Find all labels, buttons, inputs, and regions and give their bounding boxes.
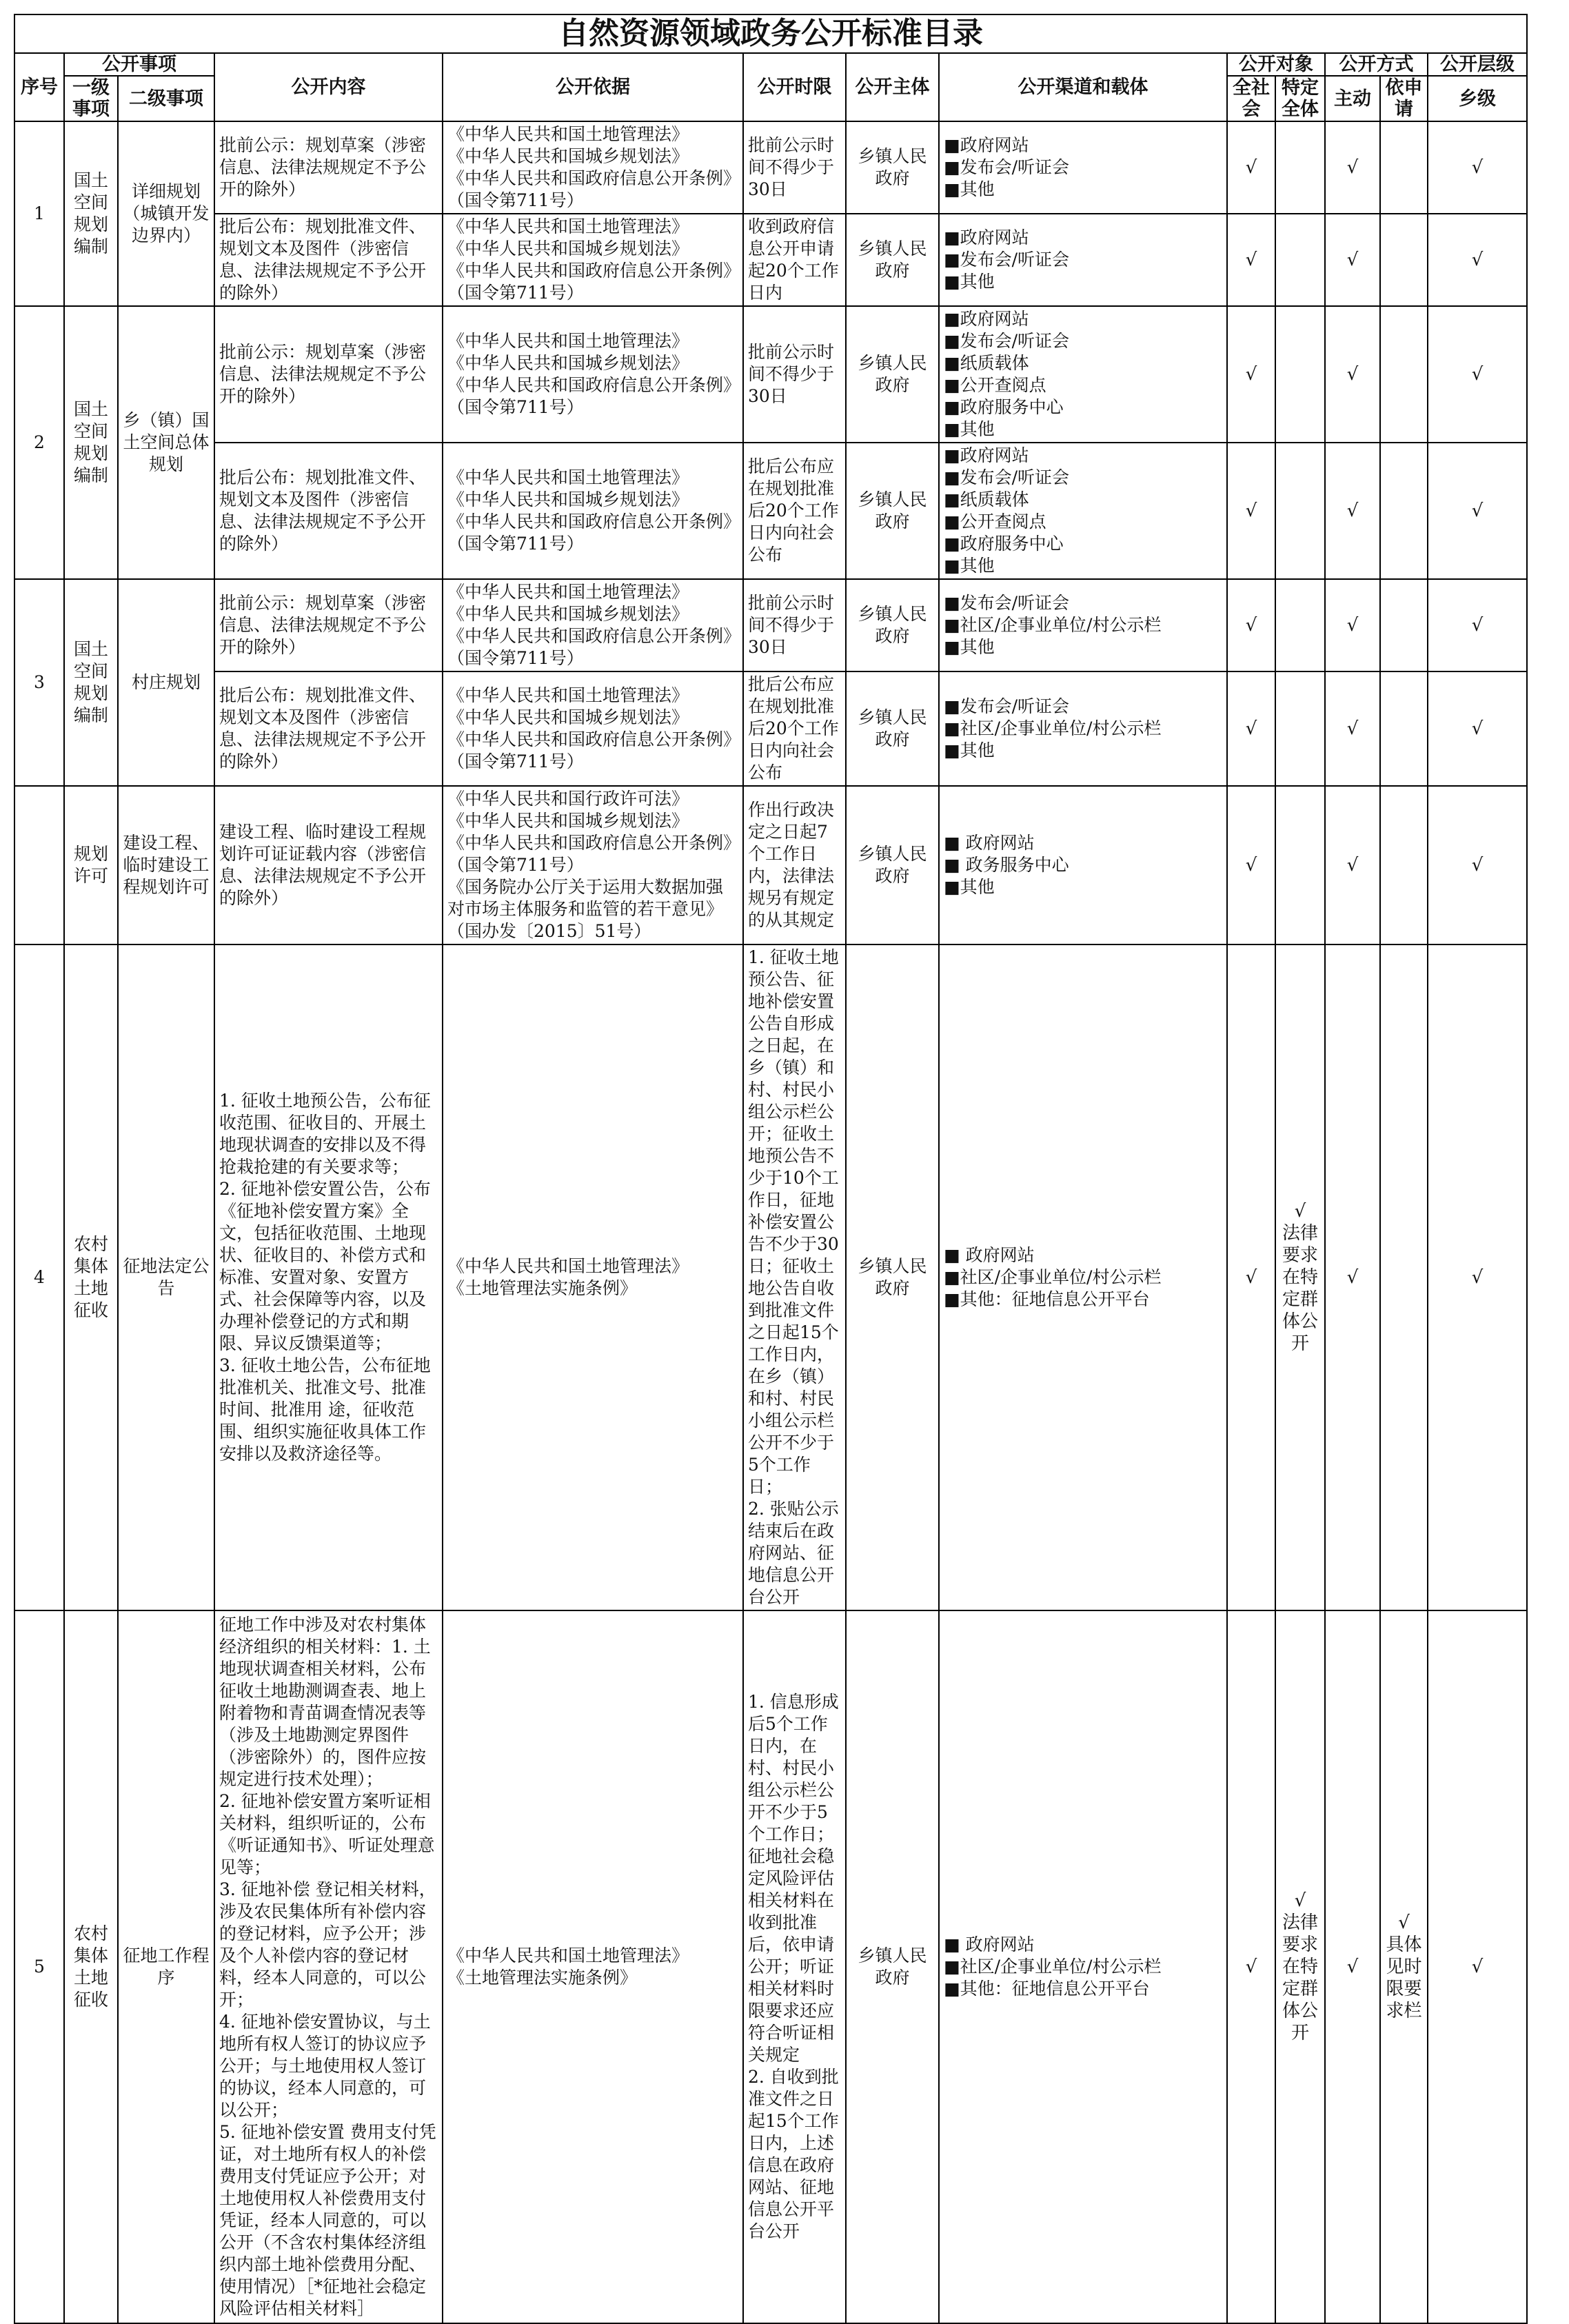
row-content: 批前公示：规划草案（涉密信息、法律法规规定不予公开的除外） (214, 306, 443, 443)
channel-item: ■发布会/听证会 (944, 250, 1070, 270)
row-channels (939, 443, 1227, 579)
row-level1: 国土空间规划编制 (64, 306, 118, 579)
row-channels (939, 579, 1227, 671)
check-target-all: √ (1227, 443, 1275, 579)
channel-item: ■纸质载体 (944, 489, 1029, 509)
check-target-specific (1275, 443, 1325, 579)
check-method-active: √ (1325, 671, 1380, 786)
row-level1: 国土空间规划编制 (64, 579, 118, 786)
channel-item: ■发布会/听证会 (944, 593, 1070, 613)
row-seq: 2 (14, 306, 64, 579)
check-target-specific (1275, 671, 1325, 786)
row-basis: 《中华人民共和国土地管理法》 《中华人民共和国城乡规划法》 《中华人民共和国政府信息公开条例》（国令第711号） (443, 214, 743, 306)
table-row (14, 214, 1527, 306)
row-channels (939, 671, 1227, 786)
row-level2: 乡（镇）国土空间总体规划 (118, 306, 214, 579)
row-time: 1. 信息形成后5个工作日内，在村、村民小组公示栏公开不少于5个工作日；征地社会稳定风险评估相关材料在收到批准后，依申请公开；听证相关材料时限要求还应符合听证相关规定 2. 自收到批准文件之日起15个工作日内，上述信息在政府网站、征地信息公开平台公开 (743, 1610, 846, 2323)
channel-item: ■社区/企事业单位/村公示栏 (944, 615, 1162, 635)
row-level2: 建设工程、临时建设工程规划许可 (118, 786, 214, 944)
row-level1: 农村集体土地征收 (64, 944, 118, 1610)
channel-item: ■其他 (944, 179, 995, 199)
check-method-active: √ (1325, 214, 1380, 306)
row-content: 1. 征收土地预公告，公布征收范围、征收目的、开展土地现状调查的安排以及不得抢栽抢建的有关要求等； 2. 征地补偿安置公告，公布《征地补偿安置方案》全文，包括征收范围、土地现状、征收目的、补偿方式和标准、安置对象、安置方式、社会保障等内容，以及办理补偿登记的方式和期限、异议反馈渠道等； 3. 征收土地公告，公布征地批准机关、批准文号、批准时间、批准用 途，征收范围、组织实施征收具体工作安排以及救济途径等。 (214, 944, 443, 1610)
row-content: 批前公示：规划草案（涉密信息、法律法规规定不予公开的除外） (214, 579, 443, 671)
row-subject: 乡镇人民政府 (846, 443, 939, 579)
check-level-town: √ (1428, 671, 1527, 786)
check-target-all: √ (1227, 671, 1275, 786)
row-time: 收到政府信息公开申请起20个工作日内 (743, 214, 846, 306)
channel-item: ■政府网站 (944, 309, 1029, 329)
check-method-apply (1380, 786, 1428, 944)
row-basis: 《中华人民共和国土地管理法》 《中华人民共和国城乡规划法》 《中华人民共和国政府信息公开条例》（国令第711号） (443, 306, 743, 443)
check-method-apply (1380, 214, 1428, 306)
row-subject: 乡镇人民政府 (846, 306, 939, 443)
header-seq: 序号 (14, 53, 64, 121)
channel-item: ■政府服务中心 (944, 397, 1064, 417)
row-channels (939, 786, 1227, 944)
check-target-specific (1275, 786, 1325, 944)
row-basis: 《中华人民共和国土地管理法》 《中华人民共和国城乡规划法》 《中华人民共和国政府信息公开条例》（国令第711号） (443, 579, 743, 671)
check-target-all: √ (1227, 306, 1275, 443)
row-content: 批前公示：规划草案（涉密信息、法律法规规定不予公开的除外） (214, 121, 443, 214)
row-level1: 农村集体土地征收 (64, 1610, 118, 2323)
header-method-apply: 依申 请 (1380, 76, 1428, 121)
channel-item: ■政府网站 (944, 135, 1029, 155)
table-row (14, 671, 1527, 786)
channel-item: ■发布会/听证会 (944, 157, 1070, 177)
check-method-active: √ (1325, 1610, 1380, 2323)
row-time: 批后公布应在规划批准后20个工作日内向社会公布 (743, 671, 846, 786)
channel-item: ■社区/企事业单位/村公示栏 (944, 718, 1162, 738)
channel-item: ■其他：征地信息公开平台 (944, 1289, 1150, 1309)
check-target-all: √ (1227, 786, 1275, 944)
channel-item: ■纸质载体 (944, 353, 1029, 373)
channel-item: ■其他 (944, 272, 995, 292)
header-target-specific: 特定 全体 (1275, 76, 1325, 121)
row-level2: 征地法定公告 (118, 944, 214, 1610)
check-level-town: √ (1428, 944, 1527, 1610)
channel-item: ■其他 (944, 877, 995, 897)
table-row (14, 579, 1527, 671)
disclosure-catalog-table (14, 14, 1528, 2324)
check-method-apply (1380, 579, 1428, 671)
check-level-town: √ (1428, 1610, 1527, 2323)
check-method-active: √ (1325, 443, 1380, 579)
row-seq: 3 (14, 579, 64, 786)
row-channels (939, 944, 1227, 1610)
row-basis: 《中华人民共和国土地管理法》 《中华人民共和国城乡规划法》 《中华人民共和国政府信息公开条例》（国令第711号） (443, 121, 743, 214)
channel-item: ■发布会/听证会 (944, 467, 1070, 487)
row-time: 批前公示时间不得少于30日 (743, 579, 846, 671)
check-method-apply: √ 具体见时限要求栏 (1380, 1610, 1428, 2323)
check-target-all: √ (1227, 1610, 1275, 2323)
row-basis: 《中华人民共和国行政许可法》 《中华人民共和国城乡规划法》 《中华人民共和国政府信息公开条例》（国令第711号） 《国务院办公厅关于运用大数据加强对市场主体服务和监管的若干意见》（国办发〔2015〕51号） (443, 786, 743, 944)
check-method-apply (1380, 671, 1428, 786)
row-level1: 规划许可 (64, 786, 118, 944)
row-seq (14, 786, 64, 944)
channel-item: ■公开查阅点 (944, 512, 1046, 532)
channel-item: ■其他 (944, 419, 995, 439)
check-target-all: √ (1227, 214, 1275, 306)
check-level-town: √ (1428, 579, 1527, 671)
channel-item: ■政府网站 (944, 228, 1029, 247)
row-channels (939, 1610, 1227, 2323)
row-time: 作出行政决定之日起7个工作日内，法律法规另有规定的从其规定 (743, 786, 846, 944)
header-basis: 公开依据 (443, 53, 743, 121)
row-seq: 4 (14, 944, 64, 1610)
header-channel: 公开渠道和载体 (939, 53, 1227, 121)
channel-item: ■其他 (944, 637, 995, 657)
check-method-active: √ (1325, 944, 1380, 1610)
check-method-apply (1380, 306, 1428, 443)
row-subject: 乡镇人民政府 (846, 214, 939, 306)
check-method-apply (1380, 944, 1428, 1610)
row-subject: 乡镇人民政府 (846, 121, 939, 214)
check-method-active: √ (1325, 786, 1380, 944)
header-level-town: 乡级 (1428, 76, 1527, 121)
channel-item: ■ 政务服务中心 (944, 855, 1069, 875)
header-subject: 公开主体 (846, 53, 939, 121)
header-method: 公开方式 (1325, 53, 1428, 76)
row-basis: 《中华人民共和国土地管理法》 《土地管理法实施条例》 (443, 944, 743, 1610)
check-target-specific: √ 法律要求在特定群体公开 (1275, 944, 1325, 1610)
channel-item: ■政府服务中心 (944, 534, 1064, 554)
header-method-active: 主动 (1325, 76, 1380, 121)
row-content: 建设工程、临时建设工程规划许可证证载内容（涉密信息、法律法规规定不予公开的除外） (214, 786, 443, 944)
header-target: 公开对象 (1227, 53, 1325, 76)
check-method-active: √ (1325, 121, 1380, 214)
header-matters: 公开事项 (64, 53, 214, 76)
table-row (14, 944, 1527, 1610)
row-channels (939, 121, 1227, 214)
row-content: 征地工作中涉及对农村集体经济组织的相关材料：1. 土地现状调查相关材料，公布征收土地勘测调查表、地上附着物和青苗调查情况表等（涉及土地勘测定界图件（涉密除外）的，图件应按规定进行技术处理）； 2. 征地补偿安置方案听证相关材料，组织听证的，公布《听证通知书》、听证处理意见等； 3. 征地补偿 登记相关材料，涉及农民集体所有补偿内容的登记材料，应予公开；涉及个人补偿内容的登记材料，经本人同意的，可以公开； 4. 征地补偿安置协议，与土地所有权人签订的协议应予公开；与土地使用权人签订的协议，经本人同意的，可以公开； 5. 征地补偿安置 费用支付凭证，对土地所有权人的补偿费用支付凭证应予公开；对土地使用权人补偿费用支付凭证，经本人同意的，可以公开（不含农村集体经济组织内部土地补偿费用分配、使用情况）［*征地社会稳定风险评估相关材料］ (214, 1610, 443, 2323)
check-target-all: √ (1227, 121, 1275, 214)
channel-item: ■ 政府网站 (944, 1245, 1035, 1265)
row-level2: 征地工作程序 (118, 1610, 214, 2323)
table-row (14, 121, 1527, 214)
check-target-specific (1275, 579, 1325, 671)
row-subject: 乡镇人民政府 (846, 671, 939, 786)
row-time: 批前公示时间不得少于30日 (743, 121, 846, 214)
check-level-town: √ (1428, 443, 1527, 579)
channel-item: ■ 政府网站 (944, 833, 1035, 853)
page-title: 自然资源领域政务公开标准目录 (14, 14, 1527, 53)
row-time: 批后公布应在规划批准后20个工作日内向社会公布 (743, 443, 846, 579)
row-level1: 国土空间规划编制 (64, 121, 118, 306)
channel-item: ■政府网站 (944, 445, 1029, 465)
check-method-active: √ (1325, 306, 1380, 443)
check-method-apply (1380, 121, 1428, 214)
header-content: 公开内容 (214, 53, 443, 121)
check-target-specific (1275, 306, 1325, 443)
header-level2: 二级事项 (118, 76, 214, 121)
check-method-apply (1380, 443, 1428, 579)
channel-item: ■其他：征地信息公开平台 (944, 1979, 1150, 1999)
check-level-town: √ (1428, 306, 1527, 443)
channel-item: ■发布会/听证会 (944, 696, 1070, 716)
row-time: 1. 征收土地预公告、征地补偿安置公告自形成之日起，在乡（镇）和村、村民小组公示栏公开；征收土地预公告不少于10个工作日，征地补偿安置公告不少于30日；征收土地公告自收到批准文件之日起15个工作日内，在乡（镇）和村、村民小组公示栏公开不少于5个工作日； 2. 张贴公示结束后在政府网站、征地信息公开台公开 (743, 944, 846, 1610)
check-method-active: √ (1325, 579, 1380, 671)
header-level: 公开层级 (1428, 53, 1527, 76)
row-basis: 《中华人民共和国土地管理法》 《土地管理法实施条例》 (443, 1610, 743, 2323)
row-time: 批前公示时间不得少于30日 (743, 306, 846, 443)
channel-item: ■发布会/听证会 (944, 331, 1070, 351)
check-target-all: √ (1227, 944, 1275, 1610)
row-subject: 乡镇人民政府 (846, 944, 939, 1610)
row-content: 批后公布：规划批准文件、规划文本及图件（涉密信息、法律法规规定不予公开的除外） (214, 443, 443, 579)
table-row (14, 306, 1527, 443)
check-target-all: √ (1227, 579, 1275, 671)
check-level-town: √ (1428, 214, 1527, 306)
channel-item: ■社区/企事业单位/村公示栏 (944, 1267, 1162, 1287)
row-level2: 详细规划（城镇开发边界内） (118, 121, 214, 306)
row-subject: 乡镇人民政府 (846, 786, 939, 944)
table-row (14, 786, 1527, 944)
header-target-all: 全社 会 (1227, 76, 1275, 121)
row-seq: 1 (14, 121, 64, 306)
table-row (14, 443, 1527, 579)
row-level2: 村庄规划 (118, 579, 214, 786)
row-basis: 《中华人民共和国土地管理法》 《中华人民共和国城乡规划法》 《中华人民共和国政府信息公开条例》（国令第711号） (443, 443, 743, 579)
check-target-specific: √ 法律要求在特定群体公开 (1275, 1610, 1325, 2323)
channel-item: ■其他 (944, 556, 995, 576)
header-time: 公开时限 (743, 53, 846, 121)
channel-item: ■社区/企事业单位/村公示栏 (944, 1957, 1162, 1977)
check-target-specific (1275, 121, 1325, 214)
row-channels (939, 306, 1227, 443)
channel-item: ■ 政府网站 (944, 1934, 1035, 1954)
row-content: 批后公布：规划批准文件、规划文本及图件（涉密信息、法律法规规定不予公开的除外） (214, 214, 443, 306)
row-subject: 乡镇人民政府 (846, 1610, 939, 2323)
table-row (14, 1610, 1527, 2323)
row-content: 批后公布：规划批准文件、规划文本及图件（涉密信息、法律法规规定不予公开的除外） (214, 671, 443, 786)
header-level1: 一级 事项 (64, 76, 118, 121)
row-basis: 《中华人民共和国土地管理法》 《中华人民共和国城乡规划法》 《中华人民共和国政府信息公开条例》（国令第711号） (443, 671, 743, 786)
check-level-town: √ (1428, 786, 1527, 944)
channel-item: ■公开查阅点 (944, 375, 1046, 395)
check-target-specific (1275, 214, 1325, 306)
row-channels (939, 214, 1227, 306)
channel-item: ■其他 (944, 740, 995, 760)
check-level-town: √ (1428, 121, 1527, 214)
row-seq: 5 (14, 1610, 64, 2323)
row-subject: 乡镇人民政府 (846, 579, 939, 671)
